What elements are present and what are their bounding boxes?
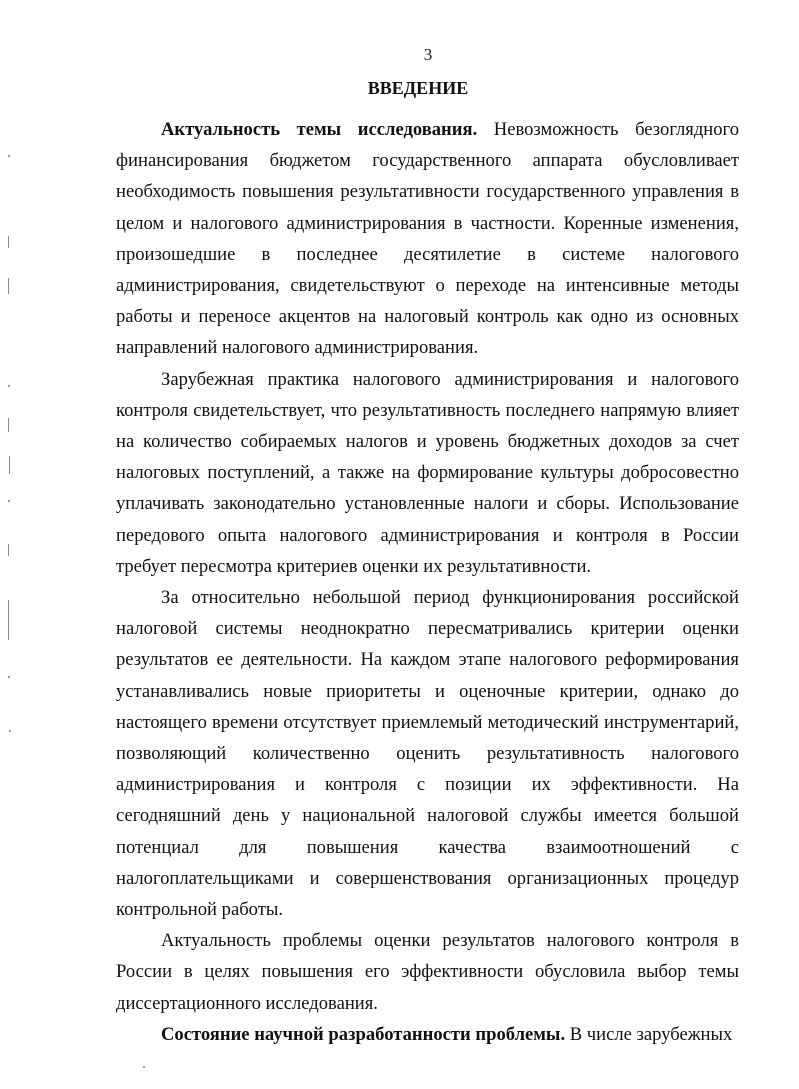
paragraph-relevance [116,114,739,364]
scan-artifact [8,418,9,432]
scan-artifact [8,278,9,294]
paragraph-lead: Состояние научной разработанности проблемы. [161,1023,566,1045]
scan-artifact [8,600,9,640]
paragraph-lead: Актуальность темы исследования. [161,119,478,140]
scan-artifact [8,500,10,502]
scan-artifact [8,155,10,157]
paragraph-text: В числе зарубежных [565,1023,733,1045]
body-text [116,114,739,1050]
paragraph-criteria [116,582,739,925]
paragraph-research-state [116,1019,739,1050]
scan-artifact [8,676,10,678]
paragraph-text: За относительно небольшой период функционирования российской налоговой системы неоднократно пересматривались критерии оценки результатов ее деятельности. На каждом этапе налогового реформирования устанавливались новые приоритеты и оценочные критерии, однако до настоящего времени отсутствует приемлемый методический инструментарий, позволяющий количественно оценить результативность налогового администрирования и контроля с позиции их эффективности. На сегодняшний день у национальной налоговой службы имеется большой потенциал для повышения качества взаимоотношений с налогоплательщиками и совершенствования организационных процедур контрольной работы. [116,587,739,921]
paragraph-text: Актуальность проблемы оценки результатов налогового контроля в России в целях повышения его эффективности обусловила выбор темы диссертационного исследования. [116,930,739,1014]
scan-artifact [143,1066,145,1068]
paragraph-topic-choice [116,925,739,1019]
scan-artifact [9,730,11,732]
page-number: 3 [423,45,433,64]
section-heading: ВВЕДЕНИЕ [367,78,469,98]
paragraph-foreign-practice [116,364,739,582]
scan-artifact [8,236,9,248]
scan-artifact [9,456,10,474]
paragraph-text: Невозможность безоглядного финансирования бюджетом государственного аппарата обусловливает необходимость повышения результативности государственного управления в целом и налогового администрирования в частности. Коренные изменения, произошедшие в последнее десятилетие в системе налогового администрирования, свидетельствуют о переходе на интенсивные методы работы и переносе акцентов на налоговый контроль как одно из основных направлений налогового администрирования. [116,119,739,359]
scan-artifact [8,385,10,387]
paragraph-text: Зарубежная практика налогового администрирования и налогового контроля свидетельствует, что результативность последнего напрямую влияет на количество собираемых налогов и уровень бюджетных доходов за счет налоговых поступлений, а также на формирование культуры добросовестно уплачивать законодательно установленные налоги и сборы. Использование передового опыта налогового администрирования и контроля в России требует пересмотра критериев оценки их результативности. [116,368,739,577]
scan-artifact [8,544,9,556]
